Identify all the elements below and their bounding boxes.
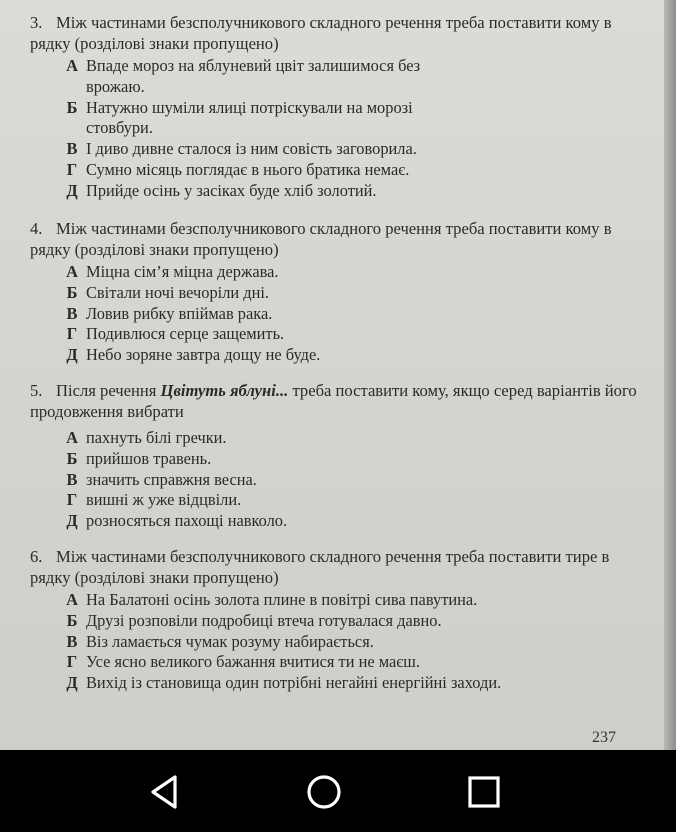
option-text: Віз ламається чумак розуму набирається. [86,631,374,651]
option-a [30,428,640,449]
option-v [30,470,640,491]
option-letter: Д [66,511,78,531]
question-stem [30,546,640,588]
option-letter: Д [66,345,78,365]
page-edge-shadow [664,0,676,750]
home-button[interactable] [302,770,346,814]
option-text: Натужно шуміли ялиці потріскували на морозі стовбури. [86,97,413,138]
option-d [30,511,640,532]
option-d [30,181,590,202]
recents-button[interactable] [462,770,506,814]
option-text: Прийде осінь у засіках буде хліб золотий. [86,180,377,200]
option-letter: Д [66,673,78,693]
option-letter: А [66,262,78,281]
android-navigation-bar [0,750,676,832]
option-a [30,262,640,283]
answer-options [30,56,460,202]
option-letter: Г [66,652,78,672]
question-text: Між частинами безсполучникового складного речення треба поставити тире в рядку (розділові знаки пропущено) [30,547,610,587]
option-text: І диво дивне сталося із ним совість заговорила. [86,139,417,159]
option-letter: В [66,469,78,489]
option-letter: Г [66,159,78,179]
option-text: прийшов травень. [86,448,212,468]
question-3 [30,12,640,202]
option-text: вишні ж уже відцвіли. [86,490,242,510]
answer-options [30,590,560,694]
option-h [30,324,640,345]
option-letter: В [66,139,78,159]
option-a [30,56,460,98]
option-text: Друзі розповіли подробиці втеча готувалася давно. [86,610,442,630]
option-d [30,673,510,694]
question-number: 5. [30,381,43,400]
question-number: 4. [30,219,43,238]
option-v [30,139,590,160]
option-letter: В [66,303,78,323]
option-b [30,98,460,140]
question-emphasis: Цвітуть яблуні... [160,381,289,400]
option-b [30,611,560,632]
option-text: Вихід із становища один потрібні негайні енергійні заходи. [86,673,502,693]
option-h [30,490,640,511]
question-text-after: треба поставити кому, якщо серед варіантів його продовження вибрати [30,381,637,421]
option-text: Усе ясно великого бажання вчитися ти не маєш. [86,652,420,672]
option-v [30,632,560,653]
question-4 [30,218,640,366]
option-letter: А [66,56,78,75]
option-text: Впаде мороз на яблуневий цвіт залишимося без врожаю. [86,56,421,96]
option-letter: Б [66,282,78,302]
recents-square-icon [462,770,506,814]
option-text: значить справжня весна. [86,469,257,489]
option-text: Світали ночі вечоріли дні. [86,282,270,302]
question-stem [30,218,640,260]
option-text: Подивлюся серце защемить. [86,324,285,344]
option-h [30,160,590,181]
option-text: Ловив рибку впіймав рака. [86,303,273,323]
page-number: 237 [592,729,616,746]
option-a [30,590,560,611]
option-text: Міцна сім’я міцна держава. [86,262,279,281]
option-letter: Б [66,610,78,630]
option-text: Сумно місяць поглядає в нього братика немає. [86,159,410,179]
option-text: розносяться пахощі навколо. [86,511,288,531]
option-b [30,449,640,470]
question-6 [30,546,640,694]
option-text: пахнуть білі гречки. [86,428,227,447]
question-text-before: Після речення [56,381,161,400]
answer-options [30,262,640,366]
question-number: 3. [30,13,43,32]
option-v [30,304,640,325]
option-letter: Б [66,448,78,468]
question-stem [30,12,640,54]
option-text: На Балатоні осінь золота плине в повітрі сива павутина. [86,590,478,609]
back-button[interactable] [142,770,186,814]
option-d [30,345,640,366]
home-circle-icon [302,770,346,814]
option-letter: Г [66,324,78,344]
question-text: Між частинами безсполучникового складного речення треба поставити кому в рядку (розділові знаки пропущено) [30,219,612,259]
option-letter: Д [66,180,78,200]
answer-options [30,428,640,532]
option-letter: В [66,631,78,651]
question-5 [30,380,640,532]
question-text: Між частинами безсполучникового складного речення треба поставити кому в рядку (розділові знаки пропущено) [30,13,612,53]
back-triangle-icon [142,770,186,814]
option-letter: Б [66,97,78,117]
option-letter: Г [66,490,78,510]
question-stem [30,380,640,422]
question-number: 6. [30,547,43,566]
option-text: Небо зоряне завтра дощу не буде. [86,345,321,365]
option-letter: А [66,428,78,447]
option-b [30,283,640,304]
option-h [30,652,560,673]
option-letter: А [66,590,78,609]
